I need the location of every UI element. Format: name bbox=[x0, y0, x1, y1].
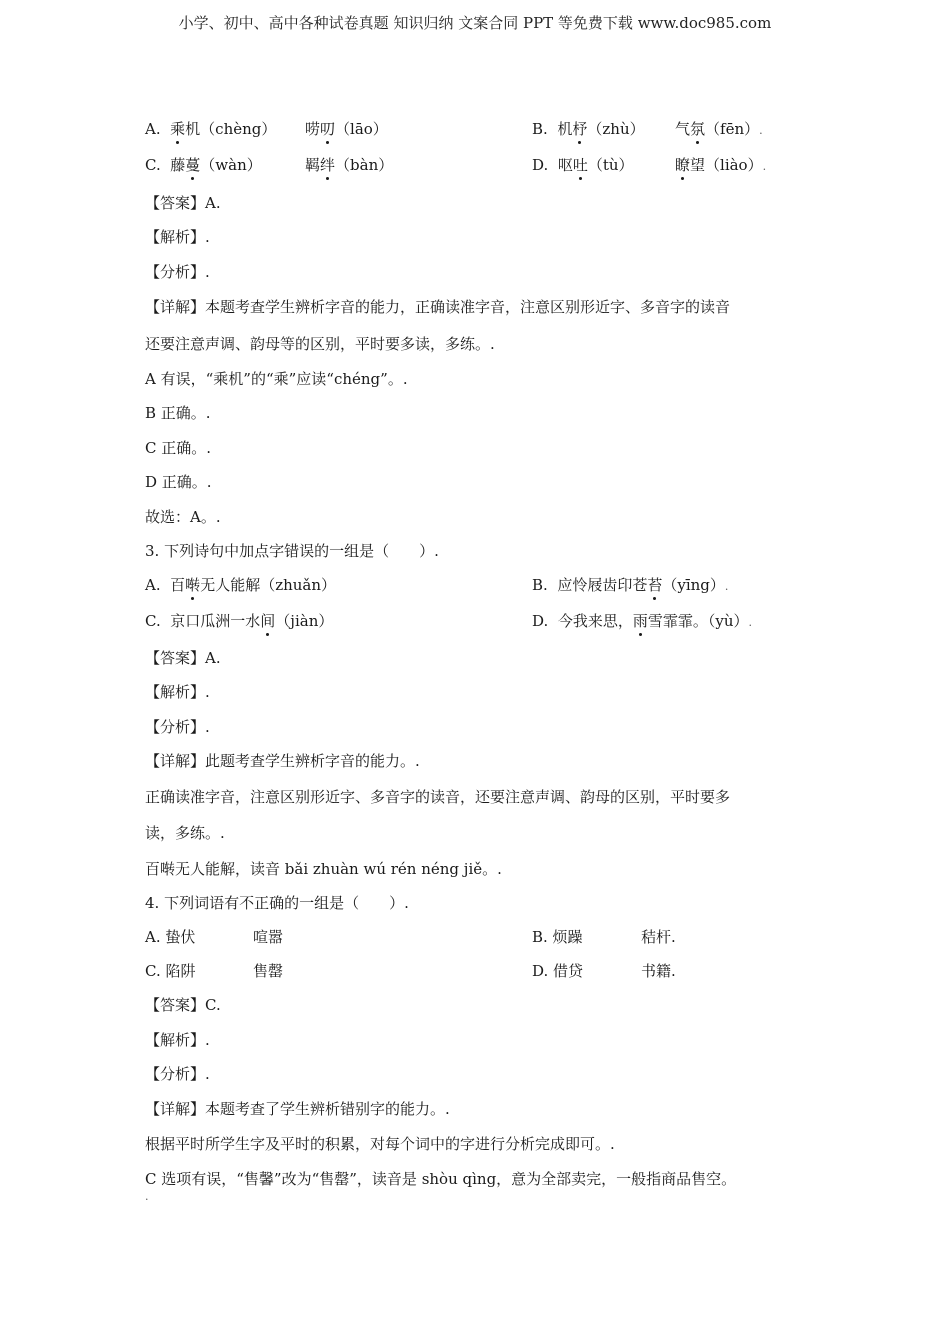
q2-option-d-word2: 瞭望（liào）. bbox=[675, 156, 767, 174]
q2-option-b-word2: 气氛（fēn）. bbox=[675, 120, 763, 138]
q2-option-row-ab bbox=[145, 118, 825, 140]
q4-body-line2: C 选项有误，“售馨”改为“售罄”，读音是 shòu qìng，意为全部卖完，一般指商品售空。 bbox=[145, 1170, 737, 1188]
q3-fenxi: 【分析】. bbox=[145, 718, 210, 736]
q2-option-row-cd bbox=[145, 154, 825, 176]
q2-line-b: B 正确。. bbox=[145, 404, 211, 422]
emphasis-dot-char: 氛 bbox=[690, 120, 706, 138]
q2-option-d-word1: D. 呕吐（tù） bbox=[532, 156, 634, 174]
emphasis-dot-char: 雨 bbox=[632, 612, 648, 630]
q3-option-row-cd bbox=[145, 610, 825, 632]
q4-option-c-word2: 售罄 bbox=[253, 962, 284, 980]
emphasis-dot-char: 杼 bbox=[572, 120, 588, 138]
q3-body-line2: 读，多练。. bbox=[145, 824, 225, 842]
q3-answer: 【答案】A. bbox=[145, 649, 221, 667]
q2-line-d: D 正确。. bbox=[145, 473, 212, 491]
emphasis-dot-char: 瞭 bbox=[675, 156, 691, 174]
q3-option-a: A. 百啭无人能解（zhuǎn） bbox=[145, 576, 337, 594]
q2-option-c-word2: 羁绊（bàn） bbox=[305, 156, 394, 174]
q2-detail-line2: 还要注意声调、韵母等的区别，平时要多读，多练。. bbox=[145, 335, 495, 353]
q3-option-c: C. 京口瓜洲一水间（jiàn） bbox=[145, 612, 334, 630]
emphasis-dot-char: 乘 bbox=[170, 120, 186, 138]
emphasis-dot-char: 间 bbox=[260, 612, 276, 630]
q2-detail-line1: 【详解】本题考查学生辨析字音的能力，正确读准字音，注意区别形近字、多音字的读音 bbox=[145, 298, 731, 316]
q3-title: 3. 下列诗句中加点字错误的一组是（ ）. bbox=[145, 542, 439, 560]
q2-line-a: A 有误，“乘机”的“乘”应读“chéng”。. bbox=[145, 370, 408, 388]
q3-option-d: D. 今我来思，雨雪霏霏。（yù）. bbox=[532, 612, 752, 630]
q3-body-line3: 百啭无人能解，读音 bǎi zhuàn wú rén néng jiě。. bbox=[145, 860, 502, 878]
q2-line-c: C 正确。. bbox=[145, 439, 212, 457]
q3-option-row-ab bbox=[145, 574, 825, 596]
emphasis-dot-char: 苔 bbox=[647, 576, 663, 594]
page-header: 小学、初中、高中各种试卷真题 知识归纳 文案合同 PPT 等免费下载 www.doc985.com bbox=[178, 14, 772, 32]
q4-option-c-word1: C. 陷阱 bbox=[145, 962, 196, 980]
q4-title: 4. 下列词语有不正确的一组是（ ）. bbox=[145, 894, 409, 912]
q2-option-b-word1: B. 机杼（zhù） bbox=[532, 120, 645, 138]
q2-option-a-word2: 唠叨（lāo） bbox=[305, 120, 388, 138]
q4-jiexi: 【解析】. bbox=[145, 1031, 210, 1049]
q4-body-line3: . bbox=[145, 1190, 149, 1203]
emphasis-dot-char: 蔓 bbox=[185, 156, 201, 174]
q3-detail: 【详解】此题考查学生辨析字音的能力。. bbox=[145, 752, 420, 770]
q2-answer: 【答案】A. bbox=[145, 194, 221, 212]
emphasis-dot-char: 叨 bbox=[320, 120, 336, 138]
q4-body-line1: 根据平时所学生字及平时的积累，对每个词中的字进行分析完成即可。. bbox=[145, 1135, 615, 1153]
q2-option-c-word1: C. 藤蔓（wàn） bbox=[145, 156, 262, 174]
q4-option-b-word1: B. 烦躁 bbox=[532, 928, 583, 946]
emphasis-dot-char: 绊 bbox=[320, 156, 336, 174]
q2-jiexi: 【解析】. bbox=[145, 228, 210, 246]
q4-fenxi: 【分析】. bbox=[145, 1065, 210, 1083]
q4-option-row-cd bbox=[145, 960, 825, 982]
q3-option-b: B. 应怜屐齿印苍苔（yīng）. bbox=[532, 576, 729, 594]
emphasis-dot-char: 吐 bbox=[572, 156, 588, 174]
q4-answer: 【答案】C. bbox=[145, 996, 221, 1014]
q4-option-b-word2: 秸杆. bbox=[641, 928, 676, 946]
q4-detail: 【详解】本题考查了学生辨析错别字的能力。. bbox=[145, 1100, 450, 1118]
q3-jiexi: 【解析】. bbox=[145, 683, 210, 701]
q3-body-line1: 正确读准字音，注意区别形近字、多音字的读音，还要注意声调、韵母的区别，平时要多 bbox=[145, 788, 731, 806]
q4-option-row-ab bbox=[145, 926, 825, 948]
q2-fenxi: 【分析】. bbox=[145, 263, 210, 281]
q4-option-d-word1: D. 借贷 bbox=[532, 962, 584, 980]
emphasis-dot-char: 啭 bbox=[185, 576, 201, 594]
q4-option-a-word2: 喧嚣 bbox=[253, 928, 284, 946]
q2-option-a-word1: A. 乘机（chèng） bbox=[145, 120, 277, 138]
q4-option-a-word1: A. 蛰伏 bbox=[145, 928, 196, 946]
q4-option-d-word2: 书籍. bbox=[641, 962, 676, 980]
q2-choose: 故选：A。. bbox=[145, 508, 221, 526]
